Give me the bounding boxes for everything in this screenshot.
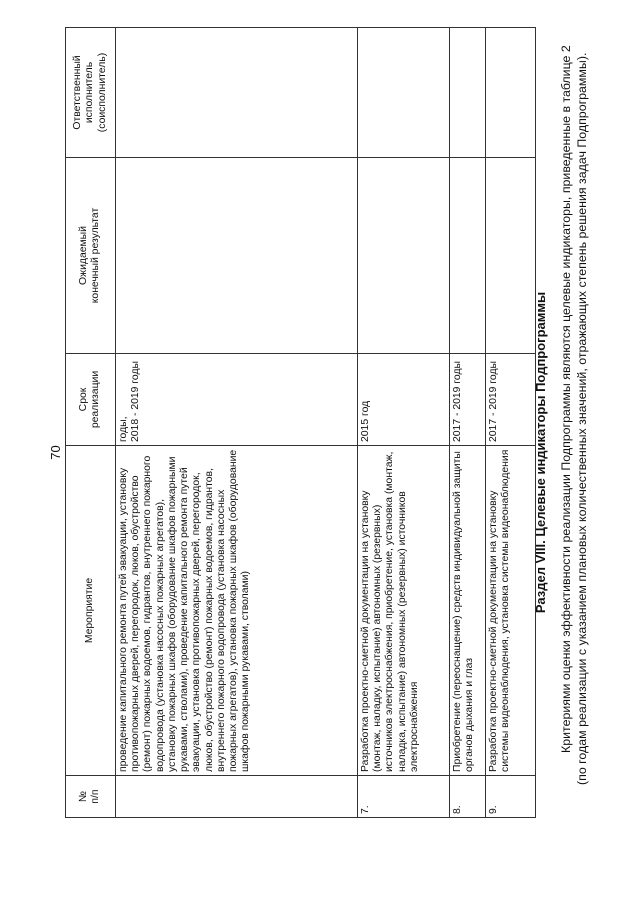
row-term: 2017 - 2019 годы <box>485 354 535 446</box>
section-heading: Раздел VIII. Целевые индикаторы Подпрограммы <box>533 291 548 614</box>
row-result <box>357 158 449 354</box>
row-activity: Разработка проектно-сметной документации на установку системы видеонаблюдения, установка системы видеонаблюдения <box>485 446 535 776</box>
row-activity: Разработка проектно-сметной документации на установку (монтаж, наладку, испытание) автономных (резервных) источников электроснабжения, приобретение, установка (монтаж, наладка, испытание) автономных (резервных) источников электроснабжения <box>357 446 449 776</box>
table-row <box>115 28 357 818</box>
row-term: годы, 2018 - 2019 годы <box>115 354 357 446</box>
row-result <box>115 158 357 354</box>
section-paragraph: Критериями оценки эффективности реализации Подпрограммы являются целевые индикаторы, приведенные в таблице 2 (по годам реализации с указанием плановых количественных значений, отражающих степень решения задач Подпрограммы). <box>559 45 590 785</box>
header-responsible: Ответственный исполнитель (соисполнитель) <box>66 28 116 158</box>
page-number: 70 <box>48 445 63 460</box>
table-row <box>485 28 535 818</box>
row-responsible <box>449 28 485 158</box>
table-header-row <box>66 28 116 818</box>
row-activity: Приобретение (переоснащение) средств индивидуальной защиты органов дыхания и глаз <box>449 446 485 776</box>
header-num: № п/п <box>66 776 116 818</box>
table-row <box>449 28 485 818</box>
row-responsible <box>115 28 357 158</box>
row-result <box>485 158 535 354</box>
header-activity: Мероприятие <box>66 446 116 776</box>
header-result: Ожидаемый конечный результат <box>66 158 116 354</box>
row-term: 2017 - 2019 годы <box>449 354 485 446</box>
row-num: 9. <box>485 776 535 818</box>
activities-table <box>65 27 536 818</box>
row-result <box>449 158 485 354</box>
row-num: 7. <box>357 776 449 818</box>
row-num <box>115 776 357 818</box>
row-term: 2015 год <box>357 354 449 446</box>
row-num: 8. <box>449 776 485 818</box>
row-responsible <box>357 28 449 158</box>
row-responsible <box>485 28 535 158</box>
row-activity: проведение капитального ремонта путей эвакуации, установку противопожарных дверей, перегородок, люков, обустройство (ремонт) пожарных водоемов, гидрантов, внутреннего пожарного водопровода (установка насосных пожарных агрегатов), установку пожарных шкафов (оборудование шкафов пожарными рукавами, стволами), проведение капитального ремонта путей эвакуации, установка противопожарных дверей, перегородок, люков, обустройство (ремонт) пожарных водоемов, гидрантов, внутреннего пожарного водопровода (установка насосных пожарных агрегатов), установка пожарных шкафов (оборудование шкафов пожарными рукавами, стволами) <box>115 446 357 776</box>
header-term: Срок реализации <box>66 354 116 446</box>
table-row <box>357 28 449 818</box>
